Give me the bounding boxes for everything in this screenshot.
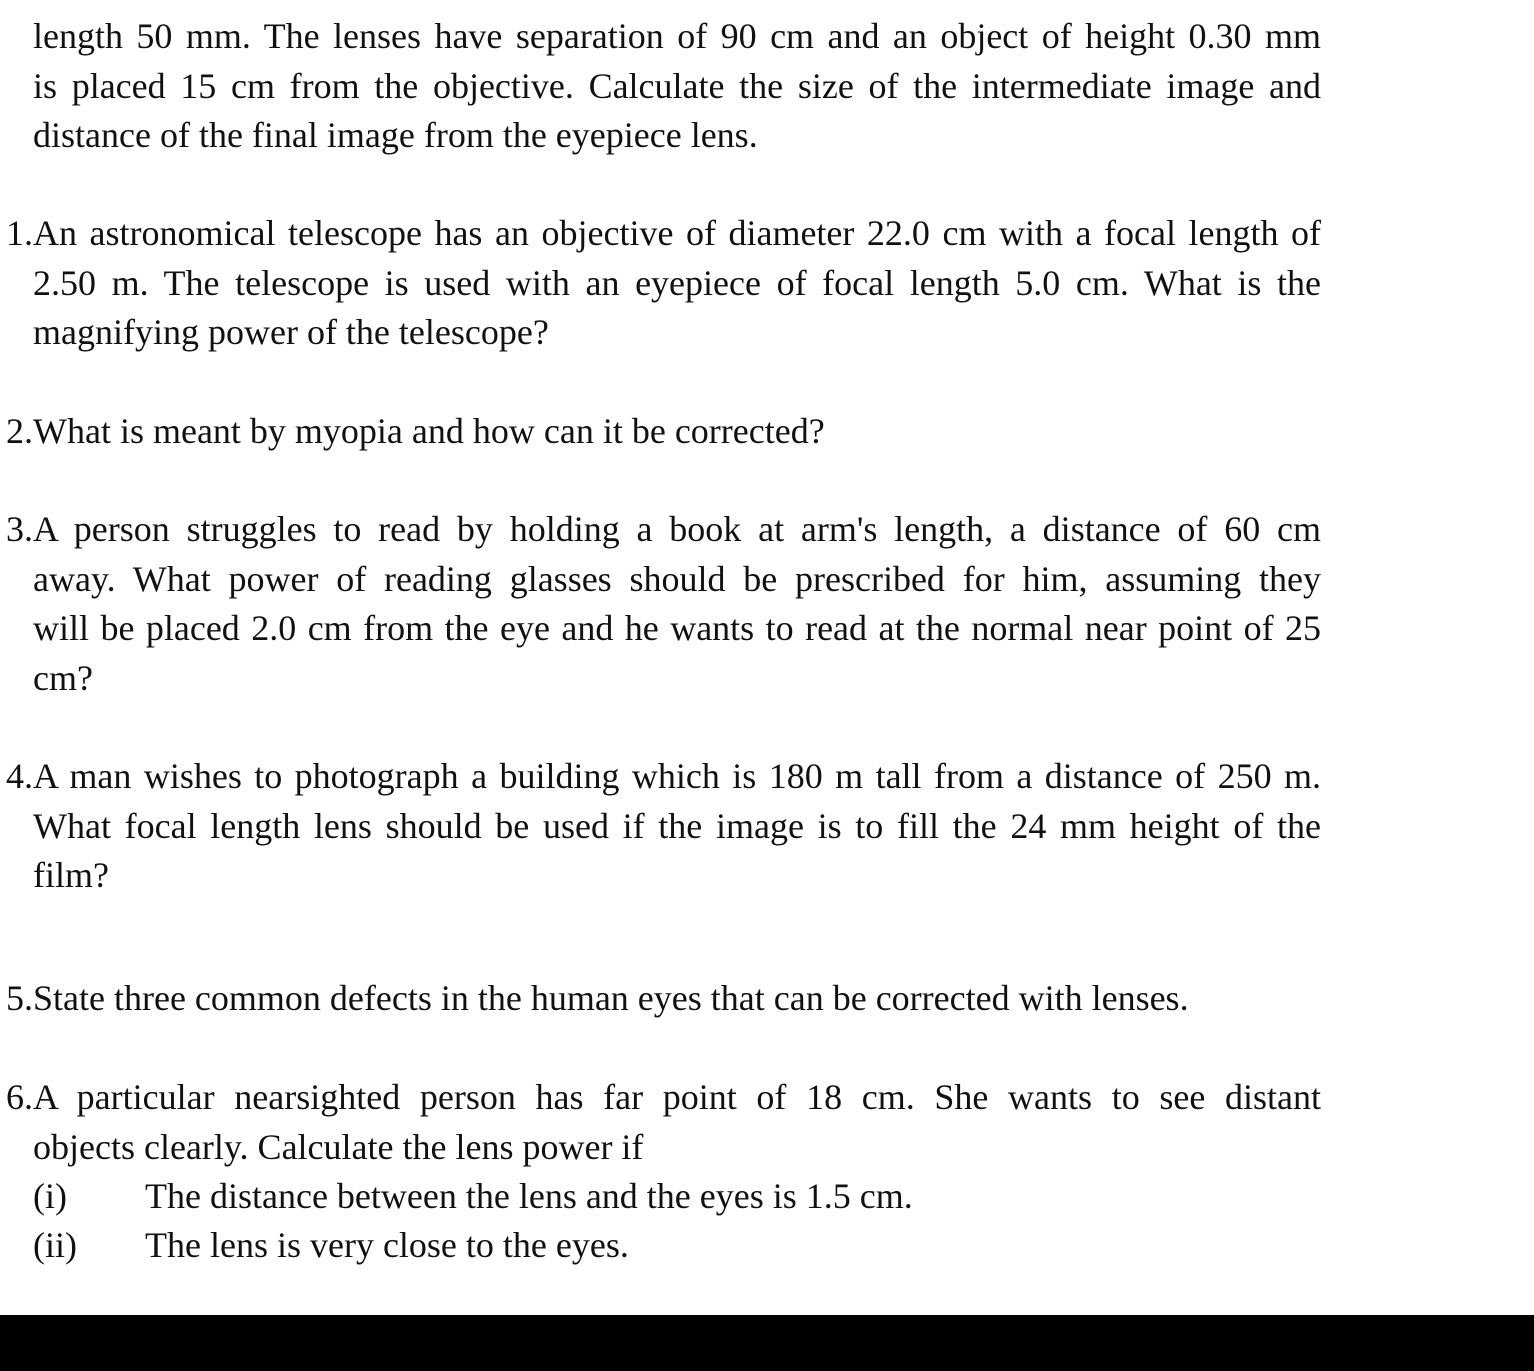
question-number: 1. bbox=[6, 213, 33, 253]
intro-line: distance of the final image from the eyepiece lens. bbox=[33, 115, 758, 155]
question-6 bbox=[33, 1073, 1321, 1172]
question-line: 2.50 m. The telescope is used with an eyepiece of focal length 5.0 cm. What is the bbox=[33, 262, 1321, 303]
question-line: A particular nearsighted person has far point of 18 cm. She wants to see distant bbox=[33, 1077, 1321, 1117]
question-number: 4. bbox=[6, 756, 33, 796]
intro-line: length 50 mm. The lenses have separation of 90 cm and an object of height 0.30 mm bbox=[33, 16, 1321, 56]
question-line: What focal length lens should be used if the image is to fill the 24 mm height of the bbox=[33, 805, 1321, 846]
question-line: away. What power of reading glasses should be prescribed for him, assuming they bbox=[33, 558, 1321, 599]
subpart-text: The lens is very close to the eyes. bbox=[145, 1225, 629, 1265]
question-line: State three common defects in the human eyes that can be corrected with lenses. bbox=[33, 978, 1189, 1018]
question-line: objects clearly. Calculate the lens power if bbox=[33, 1126, 644, 1167]
question-4 bbox=[33, 752, 1321, 901]
subpart-text: The distance between the lens and the eyes is 1.5 cm. bbox=[145, 1176, 913, 1216]
subpart-i bbox=[33, 1172, 913, 1222]
intro-line: is placed 15 cm from the objective. Calculate the size of the intermediate image and bbox=[33, 65, 1321, 106]
subpart-ii bbox=[33, 1221, 629, 1271]
question-3 bbox=[33, 505, 1321, 703]
question-number: 6. bbox=[6, 1077, 33, 1117]
cropped-previous-line bbox=[0, 0, 1534, 12]
question-number: 5. bbox=[6, 978, 33, 1018]
subpart-label: (i) bbox=[33, 1176, 67, 1216]
question-line: What is meant by myopia and how can it be corrected? bbox=[33, 411, 825, 451]
question-5 bbox=[33, 974, 1321, 1024]
question-line: film? bbox=[33, 855, 109, 895]
question-number: 2. bbox=[6, 411, 33, 451]
question-line: A man wishes to photograph a building which is 180 m tall from a distance of 250 m. bbox=[33, 756, 1321, 796]
question-1 bbox=[33, 209, 1321, 358]
intro-paragraph bbox=[33, 12, 1321, 161]
subpart-label: (ii) bbox=[33, 1225, 77, 1265]
question-line: magnifying power of the telescope? bbox=[33, 312, 549, 352]
question-line: will be placed 2.0 cm from the eye and he wants to read at the normal near point of 25 bbox=[33, 608, 1321, 648]
question-line: A person struggles to read by holding a book at arm's length, a distance of 60 cm bbox=[33, 509, 1321, 549]
question-line: cm? bbox=[33, 657, 93, 698]
question-2 bbox=[33, 407, 1321, 457]
question-number: 3. bbox=[6, 509, 33, 549]
question-line: An astronomical telescope has an objective of diameter 22.0 cm with a focal length of bbox=[33, 213, 1321, 253]
bottom-black-bar bbox=[0, 1315, 1534, 1371]
